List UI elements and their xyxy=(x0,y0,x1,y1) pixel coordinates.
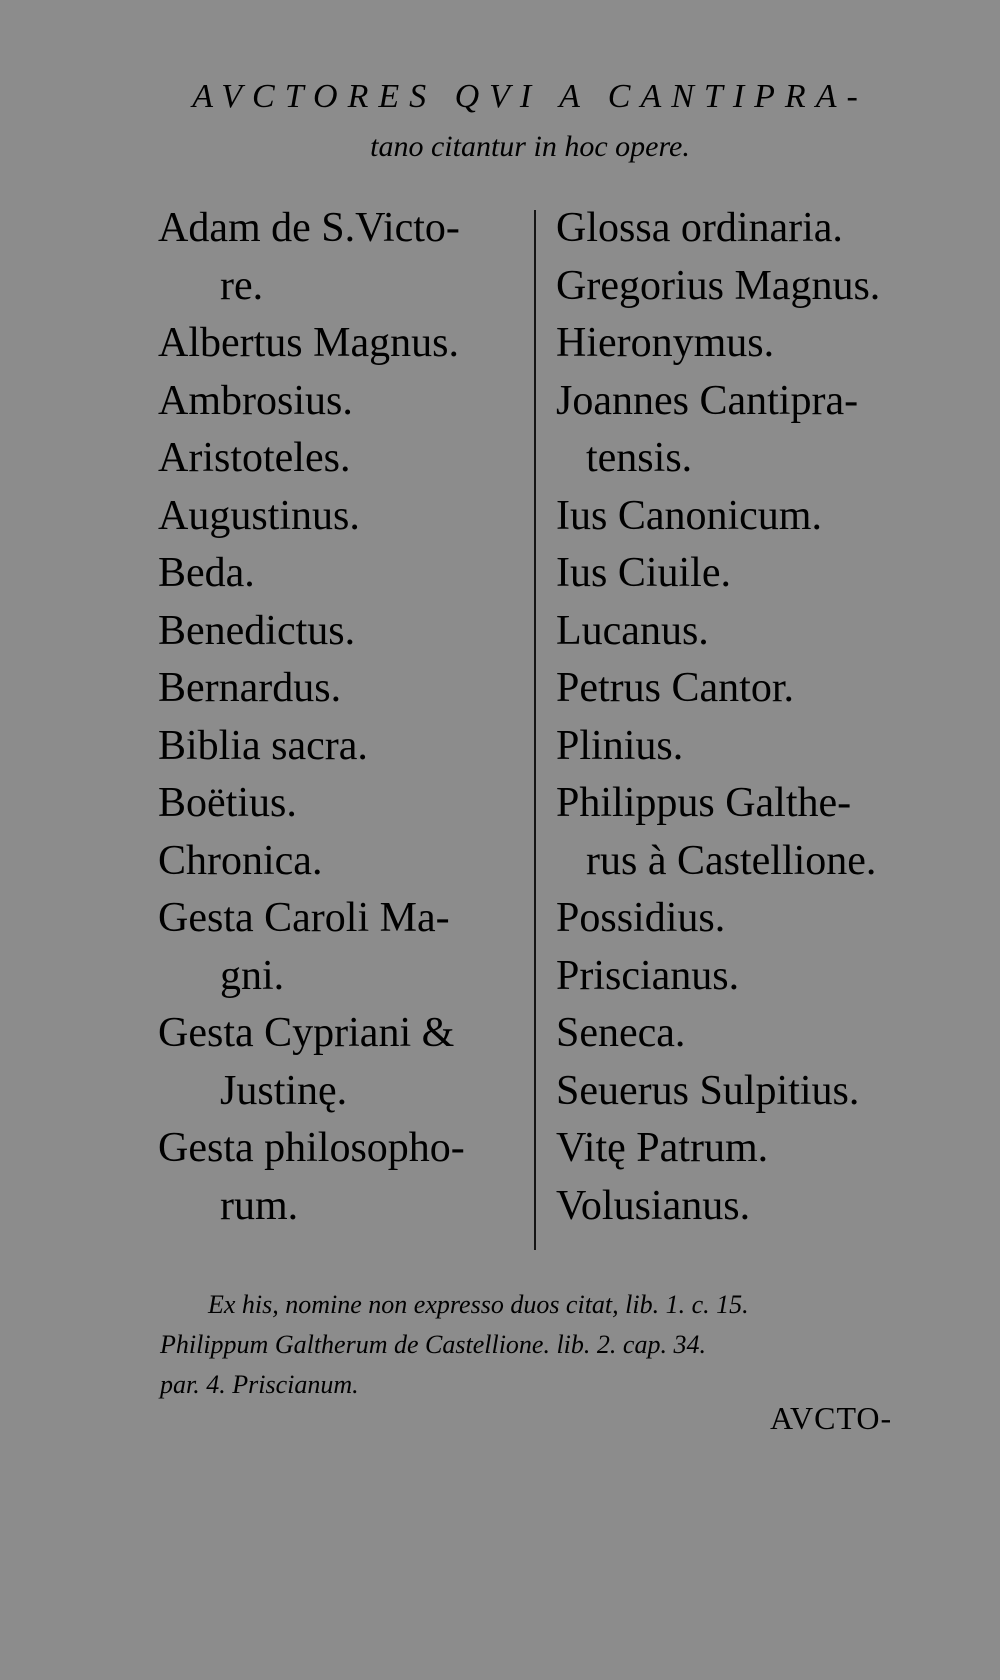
author-entry: Petrus Cantor. xyxy=(556,665,794,711)
footnote-line: par. 4. Priscianum. xyxy=(160,1370,359,1399)
author-entry: Vitę Patrum. xyxy=(556,1125,769,1171)
author-entry: Hieronymus. xyxy=(556,320,775,366)
author-entry: Gesta philosopho- xyxy=(158,1125,465,1171)
author-entry: Benedictus. xyxy=(158,607,356,654)
author-entry: Seuerus Sulpitius. xyxy=(556,1067,860,1114)
column-divider xyxy=(534,210,536,1250)
author-entry: Plinius. xyxy=(556,722,684,769)
author-entry: Albertus Magnus. xyxy=(158,320,459,366)
author-entry: Augustinus. xyxy=(158,492,360,539)
footnote-line: Ex his, nomine non expresso duos citat, lib. 1. c. 15. xyxy=(208,1290,749,1319)
author-entry: Gesta Cypriani & xyxy=(158,1010,455,1056)
author-entry: Possidius. xyxy=(556,895,726,941)
author-entry: Ambrosius. xyxy=(158,377,353,424)
author-entry: Adam de S.Victo- xyxy=(158,205,460,251)
author-entry: Glossa ordinaria. xyxy=(556,205,843,251)
page-subheading: tano citantur in hoc opere. xyxy=(370,130,690,163)
author-entry: Volusianus. xyxy=(556,1182,751,1229)
author-entry: Beda. xyxy=(158,550,255,596)
footnote-line: Philippum Galtherum de Castellione. lib. 2. cap. 34. xyxy=(160,1330,706,1359)
author-entry: Bernardus. xyxy=(158,665,342,711)
author-entry: Biblia sacra. xyxy=(158,722,368,769)
right-author-column xyxy=(556,200,936,1235)
catchword: AVCTO- xyxy=(770,1400,893,1436)
author-entry: Priscianus. xyxy=(556,952,740,999)
author-entry: Philippus Galthe- xyxy=(556,780,852,826)
author-entry: Lucanus. xyxy=(556,607,709,654)
page-heading: AVCTORES QVI A CANTIPRA- xyxy=(192,78,868,115)
author-entry: gni. xyxy=(220,952,285,999)
author-entry: Gesta Caroli Ma- xyxy=(158,895,450,941)
author-entry: Seneca. xyxy=(556,1010,686,1056)
author-entry: Ius Ciuile. xyxy=(556,550,731,596)
author-entry: Ius Canonicum. xyxy=(556,492,822,539)
author-entry: Chronica. xyxy=(158,837,323,884)
author-entry: rum. xyxy=(220,1182,299,1229)
author-entry: Joannes Cantipra- xyxy=(556,377,859,424)
author-entry: Gregorius Magnus. xyxy=(556,262,881,309)
left-author-column xyxy=(158,200,528,1235)
footnote xyxy=(160,1285,930,1405)
author-entry: Aristoteles. xyxy=(158,435,351,481)
author-entry: Justinę. xyxy=(220,1067,348,1114)
author-entry: re. xyxy=(220,262,264,309)
author-entry: Boëtius. xyxy=(158,780,297,826)
author-entry: tensis. xyxy=(586,435,693,481)
author-entry: rus à Castellione. xyxy=(586,837,877,884)
